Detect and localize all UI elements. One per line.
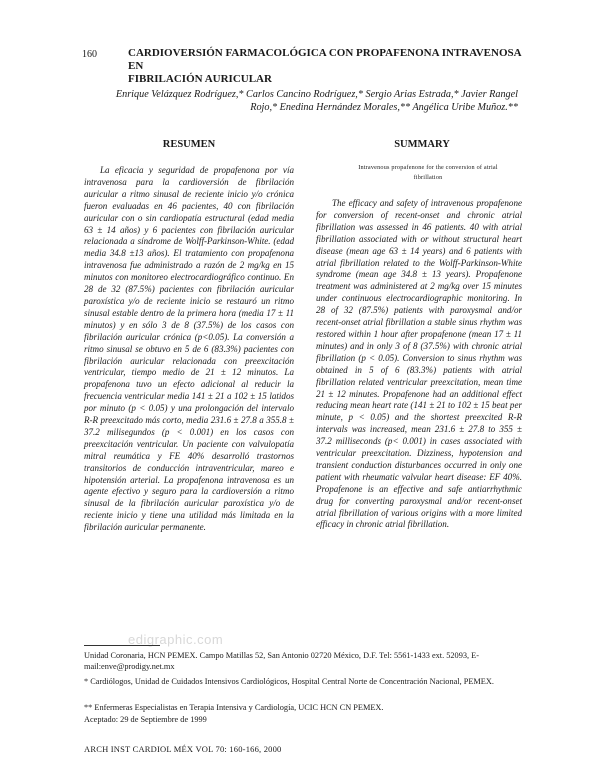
summary-column bbox=[316, 198, 522, 531]
authors-line-2: Rojo,* Enedina Hernández Morales,** Angélica Uribe Muñoz.** bbox=[250, 102, 518, 114]
watermark: edigraphic.com bbox=[128, 632, 224, 647]
summary-subtitle-line-1: Intravenous propafenone for the conversion of atrial bbox=[358, 164, 498, 171]
resumen-text: La eficacia y seguridad de propafenona por vía intravenosa para la cardioversión de fibrilación auricular a ritmo sinusal de reciente inicio y/o crónica fueron evaluadas en 46 pacientes, 40 con fibrilación auricular con o sin cardiopatía estructural (edad media 63 ± 14 años) y 6 pacientes con fibrilación auricular relacionada a síndrome de Wolff-Parkinson-White. (edad media 34.8 ±13 años). El tratamiento con propafenona intravenosa fue administrado a razón de 2 mg/kg en 15 minutos con monitoreo electrocardiográfico continuo. En 28 de 32 (87.5%) pacientes con fibrilación auricular paroxística y/o de reciente inicio se restauró un ritmo sinusal estable dentro de la primera hora (media 17 ± 11 minutos) y en sólo 3 de 8 (37.5%) de los casos con fibrilación auricular crónica (p<0.05). La conversión a ritmo sinusal se obtuvo en 5 de 6 (83.3%) pacientes con fibrilación auricular relacionada con preexcitación ventricular, tiempo medio de 21 ± 12 minutos. La propafenona tuvo un efecto adicional al reducir la frecuencia ventricular media 141 ± 21 a 102 ± 15 latidos por minuto (p < 0.05) y una prolongación del intervalo R-R preexcitado más corto, media 231.6 ± 27.8 a 355.8 ± 37.2 milisegundos (p < 0.001) en los casos con preexcitación ventricular. Un paciente con valvulopatía mitral reumática y FE 40% desarrolló trastornos transitorios de conducción intraventricular, mareo e hipotensión arterial. La propafenona intravenosa es un agente efectivo y seguro para la cardioversión a ritmo sinusal de la fibrilación auricular paroxística y/o de reciente inicio y tiene una utilidad más limitada en la fibrilación auricular permanente. bbox=[84, 165, 294, 533]
footnote-accepted: Aceptado: 29 de Septiembre de 1999 bbox=[84, 715, 207, 724]
footnote-note-1: * Cardiólogos, Unidad de Cuidados Intensivos Cardiológicos, Hospital Central Norte de Concentración Nacional, PEMEX. bbox=[84, 677, 494, 686]
title-line-2: FIBRILACIÓN AURICULAR bbox=[128, 73, 272, 85]
title-line-1: CARDIOVERSIÓN FARMACOLÓGICA CON PROPAFENONA INTRAVENOSA EN bbox=[128, 47, 521, 72]
summary-subtitle-line-2: fibrillation bbox=[413, 174, 443, 181]
summary-subtitle bbox=[328, 163, 528, 183]
resumen-column bbox=[84, 165, 294, 534]
summary-heading: SUMMARY bbox=[394, 139, 450, 150]
summary-text: The efficacy and safety of intravenous propafenone for conversion of recent-onset and chronic atrial fibrillation was assessed in 46 patients. 40 with atrial fibrillation associated with or without structural heart disease (mean age 63 ± 14 years) and 6 patients with atrial fibrillation related to the Wolff-Parkinson-White syndrome (mean age 34.8 ± 13 years). Propafenone treatment was administered at 2 mg/kg over 15 minutes under continuous electrocardiographic monitoring. In 28 of 32 (87.5%) patients with paroxysmal and/or recent-onset atrial fibrillation a stable sinus rhythm was restored within 1 hour after propafenone (mean 17 ± 11 minutes) and in only 3 of 8 (37.5%) with chronic atrial fibrillation (p < 0.05). Conversion to sinus rhythm was obtained in 5 of 6 (83.3%) patients with atrial fibrillation related ventricular preexcitation, mean time 21 ± 12 minutes. Propafenone had an additional effect reducing mean heart rate (141 ± 21 to 102 ± 15 beat per minute, p < 0.05) and the shortest preexcited R-R intervals was increased, mean 231.6 ± 27.8 to 355 ± 37.2 milliseconds (p< 0.001) in cases associated with ventricular preexcitation. Dizziness, hypotension and transient conduction disturbances occurred in only one patient with rheumatic valvular heart disease: EF 40%. Propafenone is an effective and safe antiarrhythmic drug for converting paroxysmal and/or recent-onset atrial fibrillation of various origins with a more limited efficacy in chronic atrial fibrillation. bbox=[316, 198, 522, 530]
footnote-note-2: ** Enfermeras Especialistas en Terapia Intensiva y Cardiología, UCIC HCN CN PEMEX. bbox=[84, 703, 384, 712]
authors bbox=[84, 88, 518, 114]
page-number: 160 bbox=[82, 49, 97, 60]
authors-line-1: Enrique Velázquez Rodríguez,* Carlos Cancino Rodríguez,* Sergio Arias Estrada,* Javier Rangel bbox=[115, 89, 518, 100]
article-title bbox=[128, 47, 538, 86]
journal-citation: ARCH INST CARDIOL MÉX VOL 70: 160-166, 2000 bbox=[84, 744, 282, 754]
resumen-heading: RESUMEN bbox=[162, 139, 216, 150]
footnote-affiliation: Unidad Coronaria, HCN PEMEX. Campo Matillas 52, San Antonio 02720 México, D.F. Tel: 5561-1433 ext. 52093, E-mail:enve@prodigy.net.mx bbox=[84, 651, 479, 671]
footnote-rule bbox=[84, 645, 160, 646]
